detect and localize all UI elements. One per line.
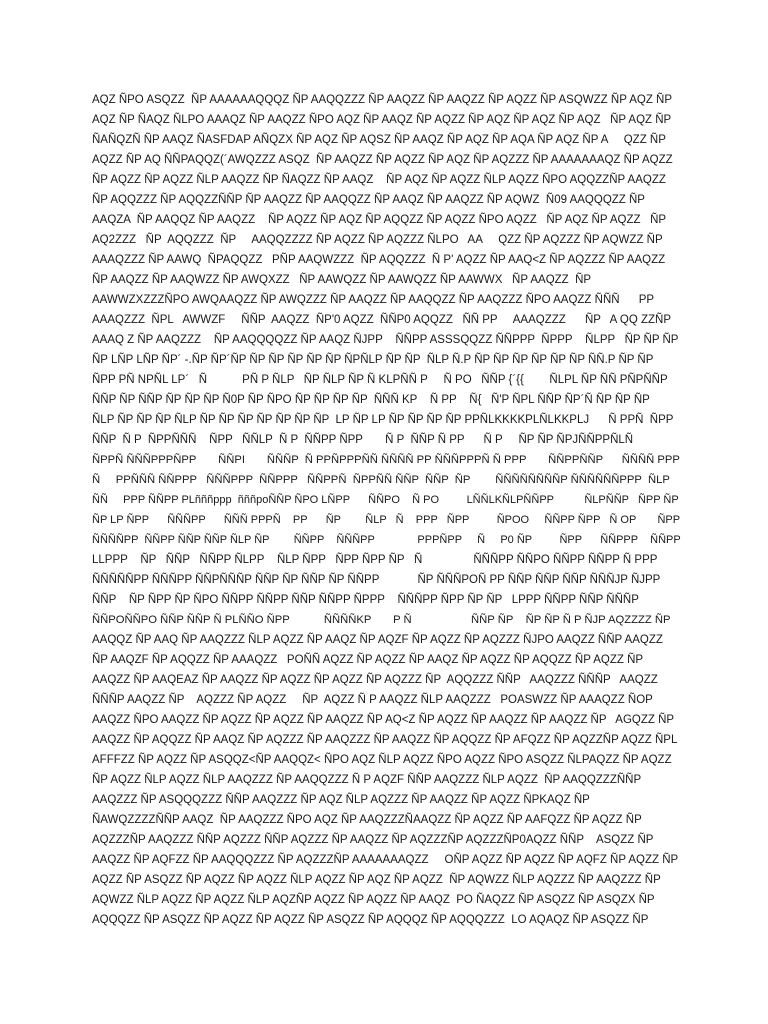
text-line: ÑPP PÑ NPÑL LP´ Ñ PÑ P ÑLP ÑP ÑLP ÑP Ñ KLPÑÑ P Ñ PO ÑÑP {´{{ ÑLPL ÑP ÑÑ PÑPÑÑP [92, 374, 668, 386]
text-line: AAQZZ ÑP AQFZZ ÑP AAQQQZZZ ÑP AQZZZÑP AAAAAAAQZZ OÑP AQZZ ÑP AQZZ ÑP AQFZ ÑP AQZZ ÑP [92, 854, 679, 866]
text-line: ÑÑÑÑÑPP ÑÑÑPP ÑÑPÑÑÑP ÑÑP ÑP ÑÑP ÑP ÑÑPP ÑP ÑÑÑPOÑ PP ÑÑP ÑÑP ÑÑP ÑÑÑJP ÑJPP [92, 574, 661, 586]
text-line: ÑP AAQZZ ÑP AAQWZZ ÑP AWQXZZ ÑP AAWQZZ ÑP AAWQZZ ÑP AAWWX ÑP AAQZZ ÑP [92, 274, 592, 286]
text-line: AAAQZZZ ÑPL AWWZF ÑÑP AAQZZ ÑP'0 AQZZ ÑÑP0 AQQZZ ÑÑ PP AAAQZZZ ÑP A QQ ZZÑP [92, 314, 671, 326]
text-line: AQ2ZZZ ÑP AQQZZZ ÑP AAQQZZZZ ÑP AQZZ ÑP AQZZZ ÑLPO AA QZZ ÑP AQZZZ ÑP AQWZZ ÑP [92, 234, 663, 246]
text-line: ÑÑP ÑP ÑÑP ÑP ÑP ÑP Ñ0P ÑP ÑPO ÑP ÑP ÑP ÑP ÑÑÑ KP Ñ PP Ñ{ Ñ'P ÑPL ÑÑP ÑP´Ñ ÑP ÑP ÑP [92, 394, 650, 406]
text-line: LLPPP ÑP ÑÑP ÑÑPP ÑLPP ÑLP ÑPP ÑPP ÑPP ÑP Ñ ÑÑÑPP ÑÑPO ÑÑPP ÑÑPP Ñ PPP [92, 554, 658, 566]
text-line: AAQZZZ ÑP ASQQQZZZ ÑÑP AAQZZZ ÑP AQZ ÑLP AQZZZ ÑP AAQZZ ÑP AQZZ ÑPKAQZ ÑP [92, 794, 590, 806]
text-line: ÑAWQZZZZÑÑP AAQZ ÑP AAQZZZ ÑPO AQZ ÑP AAQZZZÑAAQZZ ÑP AQZZ ÑP AAFQZZ ÑP AQZZ ÑP [92, 814, 642, 826]
text-line: AQQQZZ ÑP ASQZZ ÑP AQZZ ÑP AQZZ ÑP ASQZZ ÑP AQQQZ ÑP AQQQZZZ LO AQAQZ ÑP ASQZZ ÑP [92, 914, 649, 926]
text-line: AAQQZ ÑP AAQ ÑP AAQZZZ ÑLP AQZZ ÑP AAQZ ÑP AQZF ÑP AQZZ ÑP AQZZZ ÑJPO AAQZZ ÑÑP AAQZZ [92, 634, 663, 646]
text-line: AQZ ÑP ÑAQZ ÑLPO AAAQZ ÑP AAQZZ ÑPO AQZ ÑP AAQZ ÑP AQZZ ÑP AQZ ÑP AQZ ÑP AQZ ÑP AQZ ÑP [92, 114, 672, 126]
text-line: AAQZZ ÑP AQQZZ ÑP AAQZ ÑP AQZZZ ÑP AAQZZZ ÑP AAQZZ ÑP AQQZZ ÑP AFQZZ ÑP AQZZÑP AQZZ ÑPL [92, 734, 678, 746]
text-line: AAAQ Z ÑP AAQZZZ ÑP AAQQQQZZ ÑP AAQZ ÑJPP ÑÑPP ASSSQQZZ ÑÑPPP ÑPPP ÑLPP ÑP ÑP ÑP [92, 334, 679, 346]
text-line: ÑÑ PPP ÑÑPP PLñññppp ñññpoÑÑP ÑPO LÑPP ÑÑPO Ñ PO LÑÑLKÑLPÑÑPP ÑLPÑÑP ÑPP ÑP [92, 494, 679, 506]
text-line: ÑAÑQZÑ ÑP AAQZ ÑASFDAP AÑQZX ÑP AQZ ÑP AQSZ ÑP AAQZ ÑP AQZ ÑP AQA ÑP AQZ ÑP A QZZ ÑP [92, 134, 666, 146]
text-line: AQZZ ÑP AQ ÑÑPAQQZ(´AWQZZZ ASQZ ÑP AAQZZ ÑP AQZZ ÑP AQZ ÑP AQZZZ ÑP AAAAAAAQZ ÑP AQZZ [92, 154, 673, 166]
text-line: ÑP AAQZF ÑP AQQZZ ÑP AAAQZZ POÑÑ AQZZ ÑP AQZZ ÑP AAQZ ÑP AQZZ ÑP AQQZZ ÑP AQZZ ÑP [92, 654, 644, 666]
body-text [92, 90, 682, 930]
text-line: AQZZ ÑP ASQZZ ÑP AQZZ ÑP AQZZ ÑLP AQZZ ÑP AQZ ÑP AQZZ ÑP AQWZZ ÑLP AQZZZ ÑP AAQZZZ ÑP [92, 874, 661, 886]
text-line: AAQZZ ÑPO AAQZZ ÑP AQZZ ÑP AQZZ ÑP AAQZZ ÑP AQ<Z ÑP AQZZ ÑP AAQZZ ÑP AAQZZ ÑP AGQZZ ÑP [92, 714, 675, 726]
text-line: AQZ ÑPO ASQZZ ÑP AAAAAAQQQZ ÑP AAQQZZZ ÑP AAQZZ ÑP AAQZZ ÑP AQZZ ÑP ASQWZZ ÑP AQZ ÑP [92, 94, 673, 106]
text-line: ÑLP ÑP ÑP ÑP ÑLP ÑP ÑP ÑP ÑP ÑP ÑP ÑP LP ÑP LP ÑP ÑP ÑP ÑP PPÑLKKKKPLÑLKKPLJ Ñ PPÑ ÑPP [92, 414, 674, 426]
text-line: ÑP AQQZZZ ÑP AQQZZÑÑP ÑP AAQZZ ÑP AAQQZZ ÑP AAQZ ÑP AAQZZ ÑP AQWZ Ñ09 AAQQQZZ ÑP [92, 194, 645, 206]
text-line: ÑÑÑP AAQZZ ÑP AQZZZ ÑP AQZZ ÑP AQZZ Ñ P AAQZZ ÑLP AAQZZZ POASWZZ ÑP AAAQZZ ÑOP [92, 694, 653, 706]
text-line: ÑP AQZZ ÑP AQZZ ÑLP AAQZZ ÑP ÑAQZZ ÑP AAQZ ÑP AQZ ÑP AQZZ ÑLP AQZZ ÑPO AQQZZÑP AAQZZ [92, 174, 666, 186]
text-line: ÑP LÑP LÑP ÑP´ -.ÑP ÑP´ÑP ÑP ÑP ÑP ÑP ÑP ÑPÑLP ÑP ÑP ÑLP Ñ.P ÑP ÑP ÑP ÑP ÑP ÑP ÑÑ.P ÑP ÑP [92, 354, 654, 366]
text-line: ÑÑÑÑPP ÑÑPP ÑÑP ÑÑP ÑLP ÑP ÑÑPP ÑÑÑPP PPPÑPP Ñ P0 ÑP ÑPP ÑÑPPP ÑÑPP [92, 534, 681, 546]
text-line: AAAQZZZ ÑP AAWQ ÑPAQQZZ PÑP AAQWZZZ ÑP AQQZZZ Ñ P' AQZZ ÑP AAQ<Z ÑP AQZZZ ÑP AAQZZ [92, 254, 666, 266]
text-line: AAQZA ÑP AAQQZ ÑP AAQZZ ÑP AQZZ ÑP AQZ ÑP AQQZZ ÑP AQZZ ÑPO AQZZ ÑP AQZ ÑP AQZZ ÑP [92, 214, 667, 226]
text-line: ÑÑP Ñ P ÑPPÑÑÑ ÑPP ÑÑLP Ñ P ÑÑPP ÑPP Ñ P ÑÑP Ñ PP Ñ P ÑP ÑP ÑPJÑÑPPÑLÑ [92, 434, 634, 446]
text-line: AFFFZZ ÑP AQZZ ÑP ASQQZ<ÑP AAQQZ< ÑPO AQZ ÑLP AQZZ ÑPO AQZZ ÑPO ASQZZ ÑLPAQZZ ÑP AQZZ [92, 754, 672, 766]
text-line: ÑP AQZZ ÑLP AQZZ ÑLP AAQZZZ ÑP AAQQZZZ Ñ P AQZF ÑÑP AAQZZZ ÑLP AQZZ ÑP AAQQZZZÑÑP [92, 774, 642, 786]
text-line: ÑÑPOÑÑPO ÑÑP ÑÑP Ñ PLÑÑO ÑPP ÑÑÑÑKP P Ñ ÑÑP ÑP ÑP ÑP Ñ P ÑJP AQZZZZ ÑP [92, 614, 671, 626]
text-line: AQWZZ ÑLP AQZZ ÑP AQZZ ÑLP AQZÑP AQZZ ÑP AQZZ ÑP AAQZ PO ÑAQZZ ÑP ASQZZ ÑP ASQZX ÑP [92, 894, 655, 906]
text-line: ÑPPÑ ÑÑÑPPPÑPP ÑÑPI ÑÑÑP Ñ PPÑPPPÑÑ ÑÑÑÑ PP ÑÑÑPPPÑ Ñ PPP ÑÑPPÑÑP ÑÑÑÑ PPP [92, 454, 680, 466]
text-line: Ñ PPÑÑÑ ÑÑPPP ÑÑÑPPP ÑÑPPP ÑÑPPÑ ÑPPÑÑ ÑÑP ÑÑP ÑP ÑÑÑÑÑÑÑÑP ÑÑÑÑÑÑPPP ÑLP [92, 474, 670, 486]
text-line: AQZZZÑP AAQZZZ ÑÑP AQZZZ ÑÑP AQZZZ ÑP AAQZZ ÑP AQZZZÑP AQZZZÑP0AQZZ ÑÑP ASQZZ ÑP [92, 834, 654, 846]
text-line: AAWWZXZZZÑPO AWQAAQZZ ÑP AWQZZZ ÑP AAQZZ ÑP AAQQZZ ÑP AAQZZZ ÑPO AAQZZ ÑÑÑ PP [92, 294, 655, 306]
text-line: ÑÑP ÑP ÑPP ÑP ÑPO ÑÑPP ÑÑPP ÑÑP ÑÑPP ÑPPP ÑÑÑPP ÑPP ÑP ÑP LPPP ÑÑPP ÑÑP ÑÑÑP [92, 594, 639, 606]
text-line: ÑP LP ÑPP ÑÑÑPP ÑÑÑ PPPÑ PP ÑP ÑLP Ñ PPP ÑPP ÑPOO ÑÑPP ÑPP Ñ OP ÑPP [92, 514, 681, 526]
text-line: AAQZZ ÑP AAQEAZ ÑP AAQZZ ÑP AQZZ ÑP AQZZ ÑP AQZZZ ÑP AQQZZZ ÑÑP AAQZZZ ÑÑÑP AAQZZ [92, 674, 658, 686]
